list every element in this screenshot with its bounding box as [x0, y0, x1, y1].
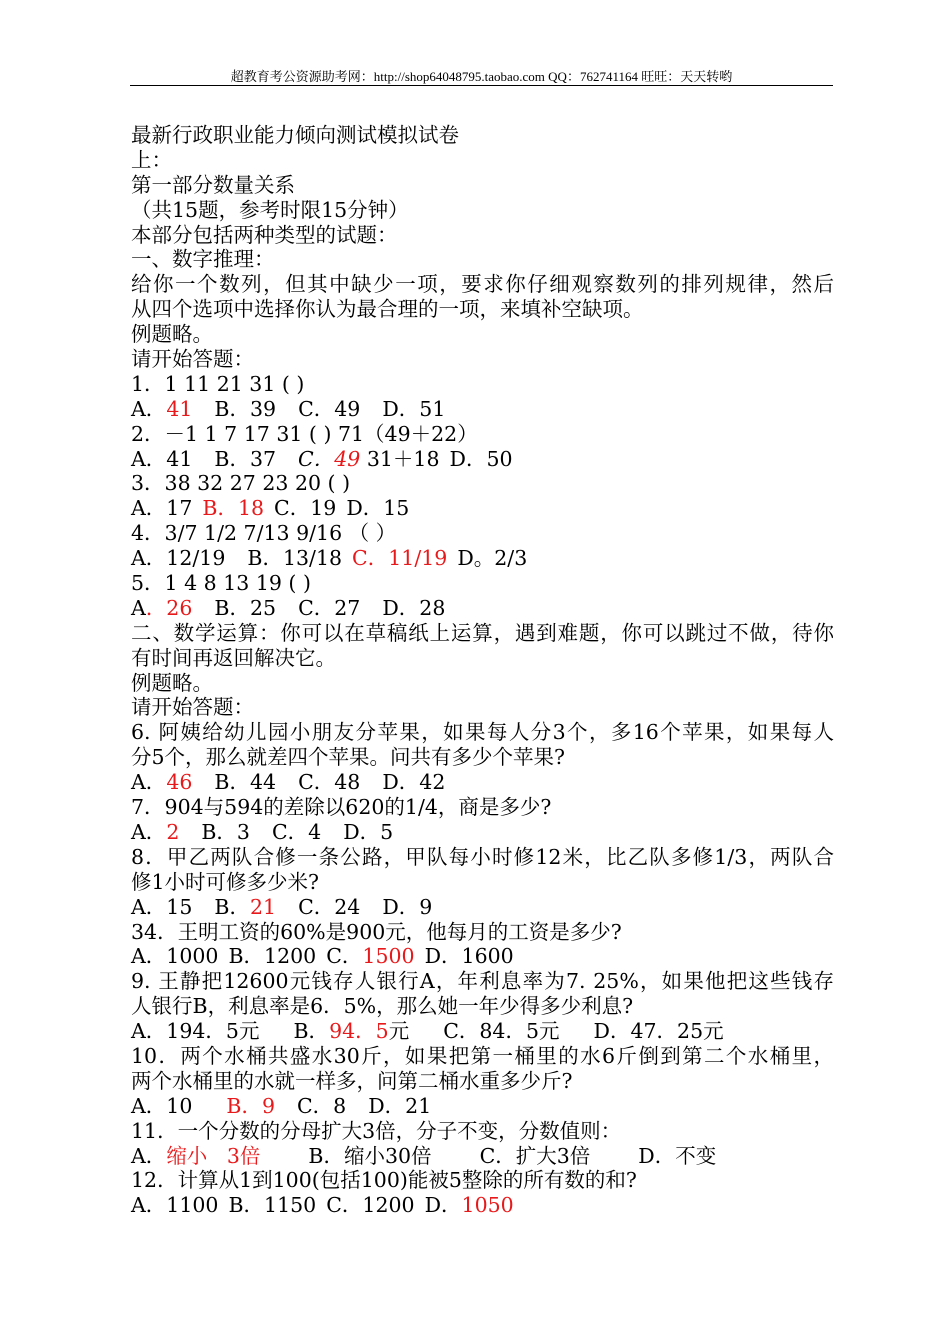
- option-b-answer: B．9: [226, 1093, 275, 1118]
- option-d: D．42: [382, 770, 446, 795]
- option-b: B．缩小30倍: [308, 1143, 432, 1168]
- section-title: 第一部分数量关系: [131, 172, 295, 197]
- option-d: D．28: [382, 595, 446, 620]
- type1-heading: 一、数字推理：: [131, 247, 275, 272]
- part-label: 上：: [131, 147, 172, 172]
- option-a: A．12/19: [131, 546, 226, 571]
- type1-desc-line2: 从四个选项中选择你认为最合理的一项，来填补空缺项。: [131, 297, 644, 322]
- question-34-options: [131, 944, 834, 969]
- question-1-stem: 1．1 11 21 31 ( ): [131, 371, 305, 396]
- question-7-stem: 7．904与594的差除以620的1/4，商是多少?: [131, 795, 552, 820]
- option-a: A．41: [131, 446, 193, 471]
- option-d: D．不变: [638, 1143, 717, 1168]
- option-a-answer: 46: [166, 770, 193, 795]
- question-3-stem: 3．38 32 27 23 20 ( ): [131, 471, 351, 496]
- type2-heading: 二、数学运算：你可以在草稿纸上运算，遇到难题，你可以跳过不做，待你: [131, 620, 834, 645]
- question-6-stem-line1: 6. 阿姨给幼儿园小朋友分苹果，如果每人分3个，多16个苹果，如果每人: [131, 720, 834, 745]
- option-b: B．44: [214, 770, 277, 795]
- example-note: 例题略。: [131, 322, 213, 347]
- option-b-answer: 21: [249, 894, 277, 919]
- question-10-stem-line2: 两个水桶里的水就一样多，问第二桶水重多少斤?: [131, 1068, 573, 1093]
- option-d: D．9: [382, 894, 433, 919]
- option-b: B．13/18: [247, 546, 343, 571]
- option-c: C．27: [298, 595, 361, 620]
- question-10-options: [131, 1094, 834, 1119]
- question-3-options: [131, 496, 834, 521]
- option-d: D．21: [368, 1093, 432, 1118]
- option-a: A．10: [131, 1093, 193, 1118]
- option-c: C．4: [271, 819, 322, 844]
- option-c-answer: 49: [334, 446, 361, 471]
- example-note: 例题略。: [131, 670, 213, 695]
- question-6-options: [131, 770, 834, 795]
- exam-content: [131, 123, 834, 1218]
- question-8-stem-line1: 8．甲乙两队合修一条公路，甲队每小时修12米，比乙队多修1/3，两队合: [131, 844, 834, 869]
- option-c-label: C．: [326, 944, 363, 969]
- type2-desc: 有时间再返回解决它。: [131, 645, 336, 670]
- question-5-options: [131, 596, 834, 621]
- option-c-answer: C．11/19: [352, 546, 448, 571]
- question-4-options: [131, 546, 834, 571]
- option-b: B．39: [214, 396, 277, 421]
- option-b: B．1150: [228, 1193, 317, 1218]
- page-header: 超教育考公资源助考网：http://shop64048795.taobao.com QQ：762741164 旺旺：天天转哟: [230, 69, 733, 84]
- option-a-answer: 缩小 3倍: [166, 1143, 261, 1168]
- question-4-stem: 4．3/7 1/2 7/13 9/16 （ ）: [131, 521, 397, 546]
- option-a-label: A．: [131, 396, 167, 421]
- option-b-label: B．: [214, 894, 250, 919]
- question-11-options: [131, 1144, 834, 1169]
- option-d: D。2/3: [457, 546, 528, 571]
- option-a-answer: ．26: [145, 595, 193, 620]
- option-c: C．24: [298, 894, 361, 919]
- question-2-stem: 2．－1 1 7 17 31 ( ) 71（49＋22）: [131, 421, 478, 446]
- option-b-answer: 94．5: [329, 1019, 389, 1044]
- type1-desc-line1: 给你一个数列，但其中缺少一项，要求你仔细观察数列的排列规律，然后: [131, 272, 834, 297]
- option-c: C．扩大3倍: [479, 1143, 591, 1168]
- option-c: C．84．5元: [443, 1019, 560, 1044]
- option-a-label: A．: [131, 819, 167, 844]
- option-d: D．1600: [424, 944, 514, 969]
- question-7-options: [131, 820, 834, 845]
- option-a: A．194．5元: [131, 1019, 260, 1044]
- question-2-options: [131, 447, 834, 472]
- option-a: A．1000: [131, 944, 219, 969]
- option-d-label: D．: [424, 1193, 462, 1218]
- option-c: C．1200: [326, 1193, 415, 1218]
- option-b: B．1200: [228, 944, 317, 969]
- option-b-unit: 元: [388, 1019, 410, 1044]
- question-10-stem-line1: 10．两个水桶共盛水30斤，如果把第一桶里的水6斤倒到第二个水桶里，: [131, 1043, 834, 1068]
- question-9-options: [131, 1019, 834, 1044]
- question-11-stem: 11．一个分数的分母扩大3倍，分子不变，分数值则：: [131, 1118, 622, 1143]
- question-1-options: [131, 397, 834, 422]
- option-a: A．15: [131, 894, 193, 919]
- option-a-label: A．: [131, 770, 167, 795]
- question-9-stem-line2: 人银行B，利息率是6．5%，那么她一年少得多少利息?: [131, 994, 634, 1019]
- option-b: B．37: [214, 446, 277, 471]
- question-9-stem-line1: 9. 王静把12600元钱存人银行A，年利息率为7. 25%，如果他把这些钱存: [131, 969, 834, 994]
- option-a: A．1100: [131, 1193, 219, 1218]
- option-c: C．8: [297, 1093, 347, 1118]
- exam-title: 最新行政职业能力倾向测试模拟试卷: [131, 123, 459, 147]
- option-d-answer: 1050: [461, 1193, 514, 1218]
- question-34-stem: 34．王明工资的60%是900元，他每月的工资是多少?: [131, 919, 622, 944]
- start-prompt: 请开始答题：: [131, 695, 254, 720]
- option-d: D．51: [382, 396, 446, 421]
- option-c: C．19: [274, 496, 337, 521]
- option-c-note: 31＋18: [360, 446, 440, 471]
- question-12-options: [131, 1193, 834, 1218]
- option-b: B．3: [201, 819, 250, 844]
- option-b-label: B．: [293, 1019, 330, 1044]
- option-d: D．15: [346, 496, 410, 521]
- option-a: A．17: [131, 496, 193, 521]
- header-rule: [130, 85, 833, 86]
- start-prompt: 请开始答题：: [131, 347, 254, 372]
- option-b: B．25: [214, 595, 277, 620]
- option-d: D．50: [449, 446, 513, 471]
- option-c-label: C．: [298, 446, 335, 471]
- question-8-stem-line2: 修1小时可修多少米?: [131, 869, 320, 894]
- question-8-options: [131, 895, 834, 920]
- option-c-answer: 1500: [362, 944, 415, 969]
- option-d: D．5: [343, 819, 394, 844]
- question-6-stem-line2: 分5个，那么就差四个苹果。问共有多少个苹果?: [131, 745, 566, 770]
- option-a-label: A: [131, 595, 146, 620]
- option-a-answer: 2: [166, 819, 180, 844]
- option-a-label: A．: [131, 1143, 167, 1168]
- option-a-answer: 41: [166, 396, 193, 421]
- section-desc: 本部分包括两种类型的试题：: [131, 222, 398, 247]
- option-b-answer: B．18: [202, 496, 265, 521]
- question-12-stem: 12．计算从1到100(包括100)能被5整除的所有数的和?: [131, 1168, 637, 1193]
- option-d: D．47．25元: [593, 1019, 724, 1044]
- section-note: （共15题，参考时限15分钟）: [131, 197, 409, 222]
- option-c: C．48: [298, 770, 361, 795]
- option-c: C．49: [298, 396, 361, 421]
- question-5-stem: 5．1 4 8 13 19 ( ): [131, 571, 311, 596]
